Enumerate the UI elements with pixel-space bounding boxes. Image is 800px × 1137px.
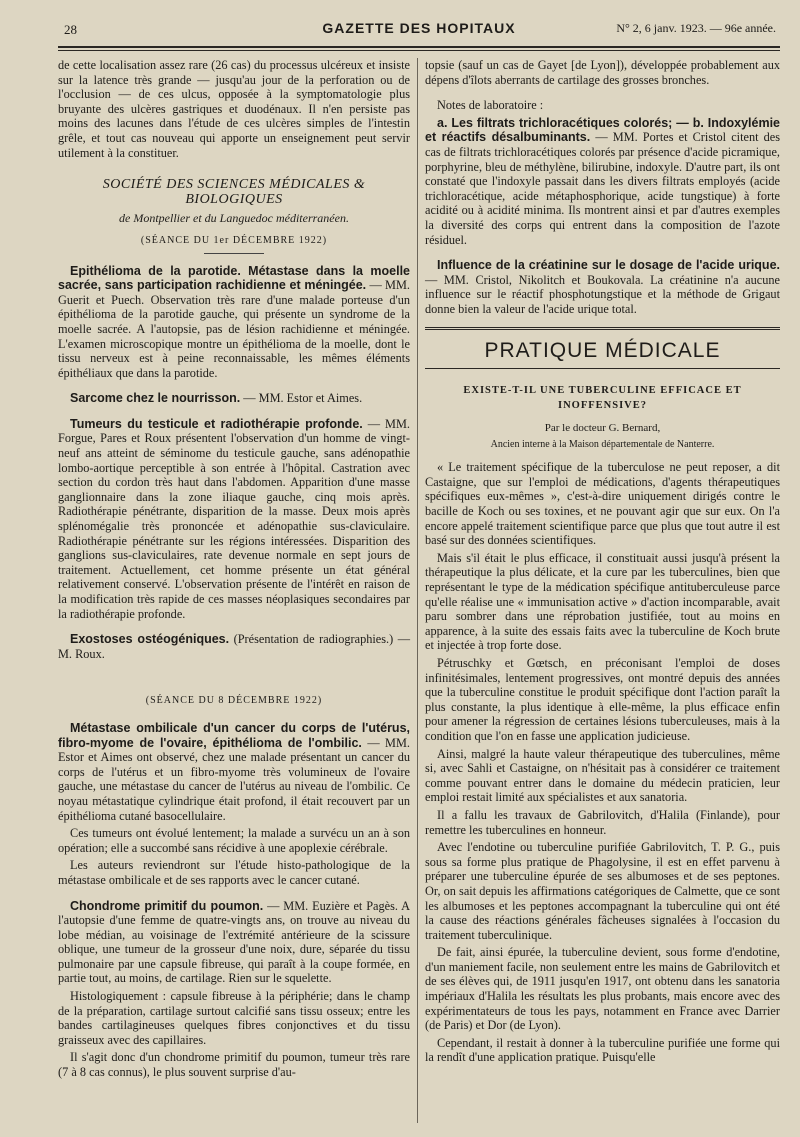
article-title: Sarcome chez le nourrisson. [70, 391, 241, 406]
article-body: (Présentation de radiographies.) — M. Roux. [58, 632, 410, 661]
intro-paragraph: de cette localisation assez rare (26 cas) du processus ulcéreux et insiste sur la latence très grande — jusqu'au jour de la perforation ou de l'occlusion — de ces ulcus, opposée à la symptomatologie plus bruyante des ulcères gastriques et duodénaux. Il n'en persiste pas moins des lacunes dans l'étude de ces ulcères simples de l'intestin grêle, et tout cas nouveau qui apporte un enseignement peut servir utilement à la constituer. [58, 58, 410, 160]
paragraph: Les auteurs reviendront sur l'étude histo-pathologique de la métastase ombilicale et de ses rapports avec le cancer cutané. [58, 858, 410, 887]
right-column [425, 58, 780, 1068]
paragraph: Ainsi, malgré la haute valeur thérapeutique des tuberculines, même si, avec Sahli et Castaigne, on n'hésitait pas à considérer ce traitement comme pouvant entrer dans le domaine du médecin praticien, leur emploi restait limité aux spécialistes et aux sanatoria. [425, 746, 780, 805]
note-title: Influence de la créatinine sur le dosage de l'acide urique. [437, 258, 780, 273]
article-body: — MM. Euzière et Pagès. A l'autopsie d'une femme de quatre-vingts ans, on trouve au niveau du lobe médian, au voisinage de l'extrémité antérieure de la scissure oblique, une tumeur de la grosseur d'une noix, dure, séparée du tissu pulmonaire par une capsule fibreuse, qui paraît à la coupe formée, en partie tout, au moins, de cartilage. Rien sur le squelette. [58, 898, 411, 986]
article-exostoses [58, 632, 410, 661]
note-body: — MM. Portes et Cristol citent des cas de filtrats trichloracétiques colorés par présence d'acide picramique, porphyrine, bleu de méthylène, bilirubine, indoxyle. D'autre part, ils ont constaté que l'indoxyle passait dans les divers filtrats employés (acide trichloracétique, acide métaphosphorique, acide tungstique) à forte acidité ou à acidité minima. Ils montrent ainsi et par d'autres exemples la diversité des corps qui entrent dans la composition de l'azote résiduel. [425, 130, 780, 247]
article-title: EXISTE-T-IL UNE TUBERCULINE EFFICACE ET INOFFENSIVE? [463, 385, 742, 412]
page-header [58, 18, 780, 42]
byline-role: Ancien interne à la Maison départementale de Nanterre. [490, 438, 715, 450]
article-metastase-ombilicale [58, 721, 410, 823]
paragraph: Il s'agit donc d'un chondrome primitif du poumon, tumeur très rare (7 à 8 cas connus), le plus souvent surprise d'au- [58, 1050, 410, 1080]
section-title: PRATIQUE MÉDICALE [484, 338, 721, 362]
continued-paragraph: topsie (sauf un cas de Gayet [de Lyon]), développée probablement aux dépens d'îlots aberrants de cartilage des grosses bronches. [425, 58, 780, 87]
header-rule-thin [58, 50, 780, 51]
note-title: a. Les filtrats trichloracétiques colorés; — b. Indoxylémie et réactifs désalbuminants. [425, 115, 780, 145]
paragraph: Pétruschky et Gœtsch, en préconisant l'emploi de doses infinitésimales, lentement progressives, ont montré depuis des années que la tuberculine constitue le produit spécifique dont l'action paraît la plus constante, la plus identique à elle-même, la plus efficace enfin pour amener la régression de certaines lésions tuberculeuses, mais à la condition que l'on en fasse une application judicieuse. [425, 656, 780, 743]
paragraph: Avec l'endotine ou tuberculine purifiée Gabrilovitch, T. P. G., puis sous sa forme plus pratique de Phagolysine, il est en effet parvenu à préparer une tuberculine épurée de ses albumoses et de ses peptones. Or, on sait depuis les affirmations catégoriques de Calmette, que ce sont les albumoses et les peptones accompagnant la tuberculine qui ont été la cause des réactions générales fâcheuses signalées à l'occasion du traitement tuberculinique. [425, 840, 780, 942]
society-title: SOCIÉTÉ DES SCIENCES MÉDICALES & BIOLOGIQUES [102, 177, 366, 207]
paragraph: Histologiquement : capsule fibreuse à la périphérie; dans le champ de la préparation, cartilage surtout calcifié sans tissu osseux; entre les bandes cartilagineuses quelques fibres conjonctives et du tissu graisseux avec des capillaires. [58, 989, 410, 1047]
article-epithelioma [58, 264, 410, 381]
article-title: Métastase ombilicale d'un cancer du corps de l'utérus, fibro-myome de l'ovaire, épithélioma de l'ombilic. [58, 720, 410, 750]
column-divider [417, 58, 418, 1123]
article-title: Tumeurs du testicule et radiothérapie profonde. [70, 416, 363, 431]
article-body: — MM. Estor et Aimes. [243, 391, 363, 406]
article-body: — MM. Estor et Aimes ont observé, chez une malade présentant un cancer du corps de l'utérus et un fibro-myome très volumineux de l'ovaire gauche, une métastase du cancer de l'utérus au niveau de l'ombilic. Ce noyau métastatique cylindrique était profond, il était recouvert par un épithélioma cutané basocellulaire. [58, 735, 410, 823]
notes-title: Notes de laboratoire : [437, 98, 544, 113]
article-body: — MM. Forgue, Pares et Roux présentent l'observation d'un homme de vingt-neuf ans atteint de séminome du testicule gauche, sans adénopathie lombo-aortique perceptible à son entrée à l'hôpital. Castration avec section du cordon très haut dans l'abdomen. Apparition d'une masse ganglionnaire dans la zone iliaque gauche, cinq mois après. Radiothérapie pénétrante, disparition de la masse. Deux mois après splénomégalie très prononcée et adénopathie sus-claviculaire. Radiothérapie pénétrante sur les régions intéressées. Disparition des ganglions sus-claviculaires, rate devenue normale en sept jours de traitement. Actuellement, cet homme présente un état général relativement conservé. L'observation présente de l'intérêt en raison de la modification très rapide de ces masses néoplasiques secondaires par la radiothérapie profonde. [58, 416, 410, 621]
note-filtrats [425, 116, 780, 247]
byline: Par le docteur G. Bernard, [544, 422, 661, 435]
paragraph: Cependant, il restait à donner à la tuberculine purifiée une forme qui la rendît d'une application pratique. Puisqu'elle [425, 1035, 780, 1065]
section-rule [425, 327, 780, 330]
left-column [58, 58, 410, 1083]
paragraph: De fait, ainsi épurée, la tuberculine devient, sous forme d'endotine, d'un maniement facile, non seulement entre les mains de Gabrilovitch et de ses élèves qui, de 1911 jusqu'en 1917, ont obtenu dans les sanatoria impériaux d'Halila les résultats les plus probants, mais encore avec des expérimentateurs de tous les pays, notamment en France avec Darrier (de Paris) et Dor (de Lyon). [425, 945, 780, 1033]
note-body: — MM. Cristol, Nikolitch et Boukovala. La créatinine n'a aucune influence sur le réactif phosphotungstique et la méthode de Grigaut donne bien la valeur de l'acide urique total. [425, 272, 780, 316]
note-creatinine [425, 258, 780, 316]
article-sarcome [58, 391, 410, 406]
paragraph: Mais s'il était le plus efficace, il constituait aussi jusqu'à présent la thérapeutique la plus délicate, et la cure par les tuberculines, bien que représentant le type de la médication spécifique antituberculeuse parce qu'elle réalise une « immunisation active » d'action incomparable, avait paru sombrer dans une réprobation justifiée, tout au moins en apparence, à la suite des essais faits avec la tuberculine de Koch brute et injectée à trop forte dose. [425, 550, 780, 653]
journal-title: GAZETTE DES HOPITAUX [322, 20, 516, 36]
page-number: 28 [64, 22, 77, 37]
article-chondrome [58, 899, 410, 987]
article-title: Exostoses ostéogéniques. [70, 632, 230, 647]
header-rule [58, 46, 780, 48]
short-rule [204, 253, 264, 254]
section-rule-thin [425, 368, 780, 369]
paragraph: Ces tumeurs ont évolué lentement; la malade a survécu un an à son opération; elle a succombé sans récidive à une apoplexie cérébrale. [58, 826, 410, 855]
seance-heading-1: (SÉANCE DU 1er DÉCEMBRE 1922) [140, 234, 328, 246]
seance-heading-2: (SÉANCE DU 8 DÉCEMBRE 1922) [145, 695, 323, 707]
paragraph: Il a fallu les travaux de Gabrilovitch, d'Halila (Finlande), pour remettre les tuberculines en honneur. [425, 807, 780, 837]
article-body: — MM. Guerit et Puech. Observation très rare d'une malade porteuse d'un épithélioma de la parotide gauche, qui présente un syndrome de la moelle sacrée. A l'autopsie, pas de lésion rachidienne et méningée. L'examen microscopique montre un épithélioma de la moelle, dont le tissu nerveux est à peine reconnaissable, les mêmes éléments épithéliaux que dans la parotide. [58, 278, 410, 380]
article-title: Chondrome primitif du poumon. [70, 898, 264, 913]
paragraph: « Le traitement spécifique de la tuberculose ne peut reposer, a dit Castaigne, que sur l'emploi de médications, d'agents thérapeutiques spécifiques eux-mêmes », c'est-à-dire uniquement dirigés contre le bacille de Koch ou ses toxines, et ne pouvant agir que sur eux. On l'a encore appelé traitement scientifique parce que plus que tout autre il est basé sur des données scientifiques. [425, 460, 780, 548]
article-tumeurs-testicule [58, 417, 410, 621]
society-subtitle: de Montpellier et du Languedoc méditerranéen. [119, 211, 349, 226]
issue-info: N° 2, 6 janv. 1923. — 96e année. [616, 21, 776, 35]
article-title: Epithélioma de la parotide. Métastase dans la moelle sacrée, sans participation rachidienne et méningée. [58, 263, 410, 293]
